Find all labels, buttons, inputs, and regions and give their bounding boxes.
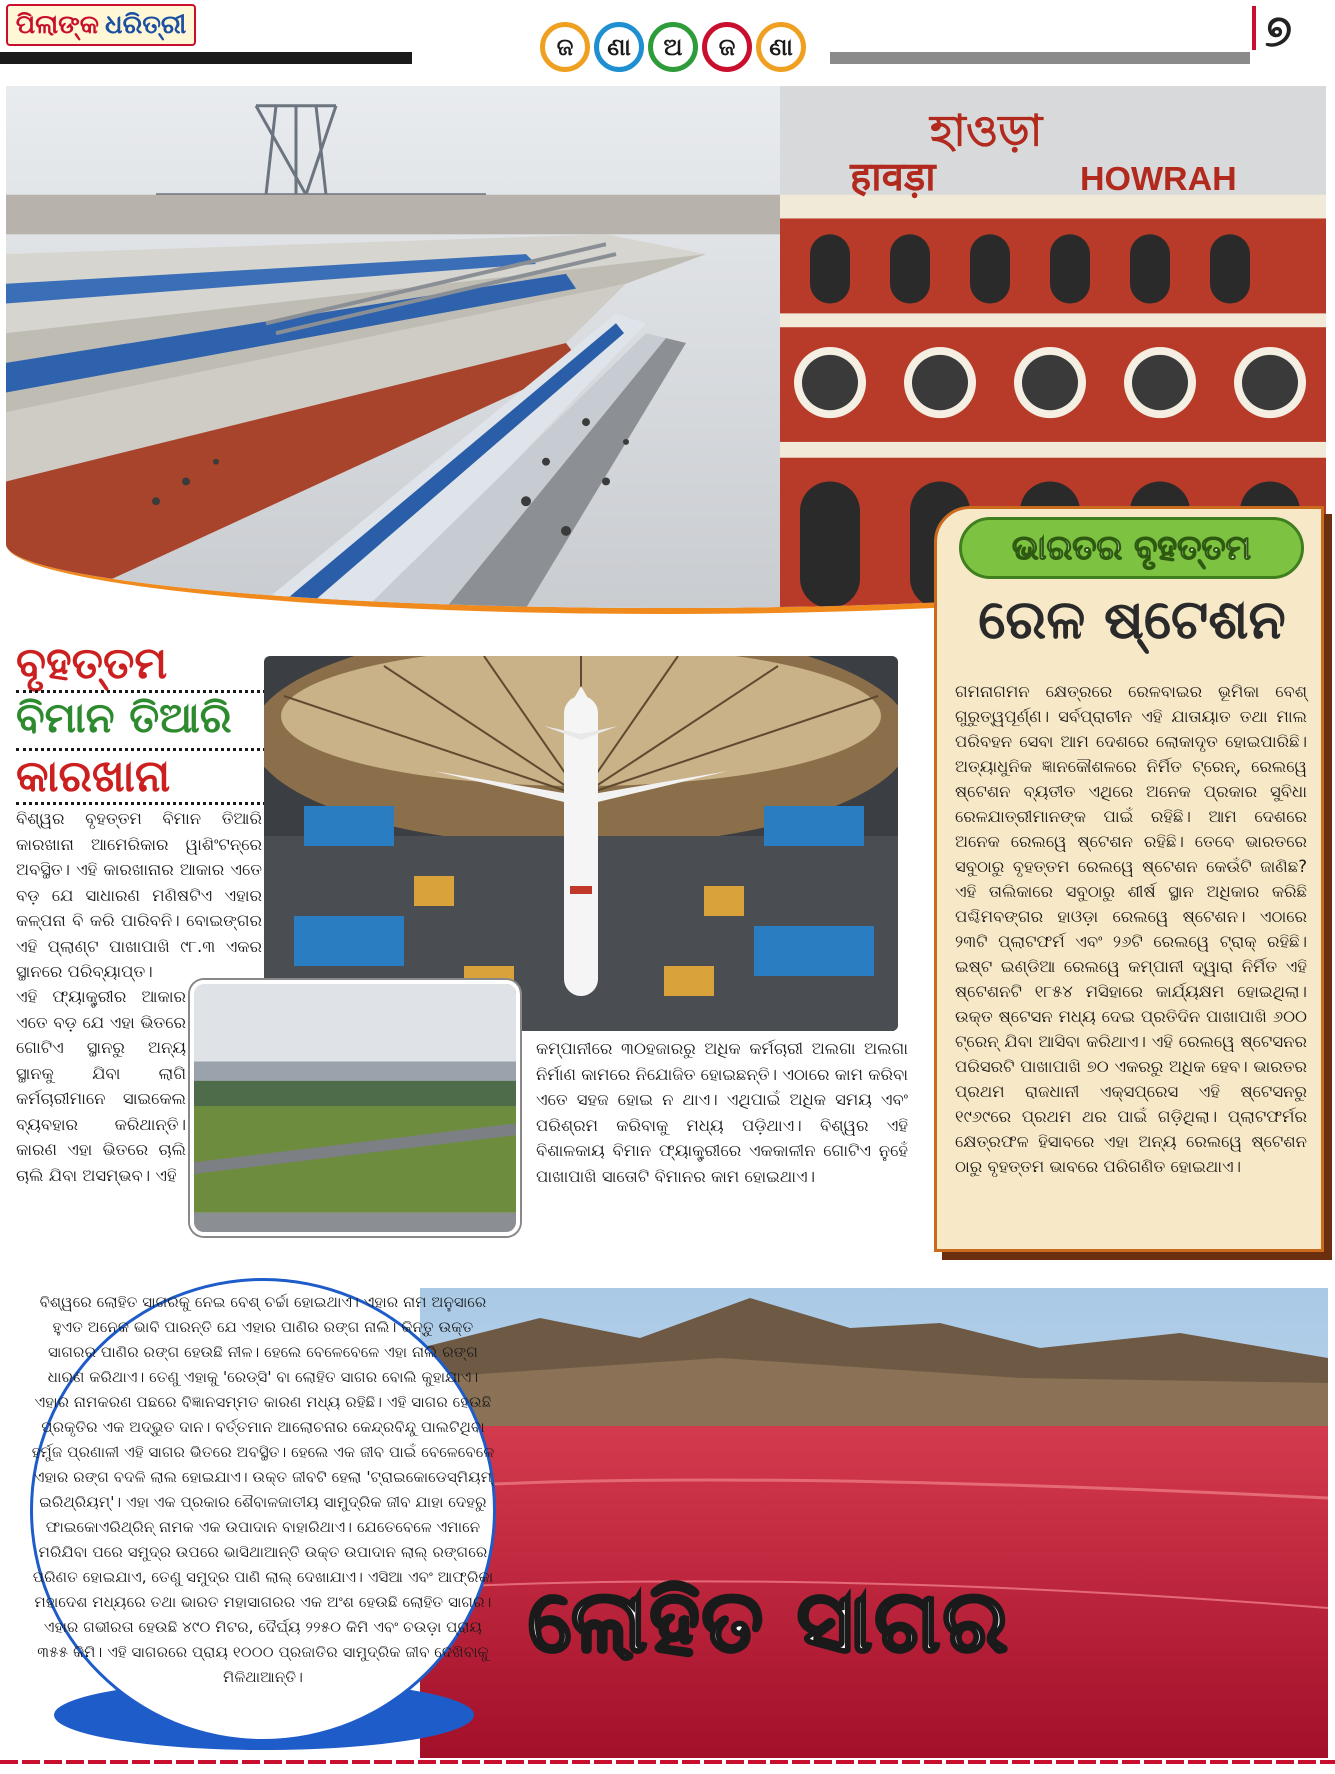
rail-station-title: ରେଳ ଷ୍ଟେଶନ: [978, 588, 1286, 651]
masthead-logo: [6, 4, 196, 46]
red-sea-body: ବିଶ୍ୱରେ ଲୋହିତ ସାଗରକୁ ନେଇ ବେଶ୍ ଚର୍ଚ୍ଚା ହୋଇଥାଏ। ଏହାର ନାମ ଅନୁସାରେ ହୁଏତ ଅନେକ ଭାବି ପାରନ୍ତି ଯେ ଏହାର ପାଣିର ରଙ୍ଗ ନାଲି। କିନ୍ତୁ ଉକ୍ତ ସାଗରର ପାଣିର ରଙ୍ଗ ହେଉଛି ନୀଳ। ହେଲେ ବେଳେବେଳେ ଏହା ନାଲି ରଙ୍ଗ ଧାରଣ କରିଥାଏ। ତେଣୁ ଏହାକୁ 'ରେଡ୍‌ସି' ବା ଲୋହିତ ସାଗର ବୋଲି କୁହାଯାଏ। ଏହାର ନାମକରଣ ପଛରେ ବିଜ୍ଞାନସମ୍ମତ କାରଣ ମଧ୍ୟ ରହିଛି। ଏହି ସାଗର ହେଉଛି ପ୍ରକୃତିର ଏକ ଅଦ୍ଭୁତ ଦାନ। ବର୍ତ୍ତମାନ ଆଲୋଚନାର କେନ୍ଦ୍ରବିନ୍ଦୁ ପାଲଟିଥିବା ହର୍ମୁଜ ପ୍ରଣାଳୀ ଏହି ସାଗର ଭିତରେ ଅବସ୍ଥିତ। ହେଲେ ଏକ ଜୀବ ପାଇଁ ବେଳେବେଳେ ଏହାର ରଙ୍ଗ ବଦଳି ଲାଲ ହୋଇଯାଏ। ଉକ୍ତ ଜୀବଟି ହେଲା 'ଟ୍ରାଇକୋଡେସ୍ମିୟମ୍ ଇରିଥ୍ରିୟମ୍'। ଏହା ଏକ ପ୍ରକାର ଶୈବାଳଜାତୀୟ ସାମୁଦ୍ରିକ ଜୀବ ଯାହା ଦେହରୁ ଫାଇକୋଏରିଥ୍ରିନ୍ ନାମକ ଏକ ଉପାଦାନ ବାହାରିଥାଏ। ଯେତେବେଳେ ଏମାନେ ମରିଯିବା ପରେ ସମୁଦ୍ର ଉପରେ ଭାସିଥାଆନ୍ତି ଉକ୍ତ ଉପାଦାନ ଲାଲ୍ ରଙ୍ଗରେ ପରିଣତ ହୋଇଯାଏ, ତେଣୁ ସମୁଦ୍ର ପାଣି ଲାଲ୍ ଦେଖାଯାଏ। ଏସିଆ ଏବଂ ଆଫ୍ରିକା ମହାଦେଶ ମଧ୍ୟରେ ତଥା ଭାରତ ମହାସାଗରର ଏକ ଅଂଶ ହେଉଛି ଲୋହିତ ସାଗର। ଏହାର ଗଭୀରତା ହେଉଛି ୪୯୦ ମିଟର, ଦୈର୍ଘ୍ୟ ୨୨୫୦ କିମି ଏବଂ ଚଉଡ଼ା ପ୍ରାୟ ୩୫୫ କିମି। ଏହି ସାଗରରେ ପ୍ରାୟ ୧୦୦୦ ପ୍ରଜାତିର ସାମୁଦ୍ରିକ ଜୀବ ଦେଖିବାକୁ ମିଳିଥାଆନ୍ତି।: [31, 1293, 495, 1686]
howrah-sign-line2: हावड़ा: [850, 154, 936, 200]
section-badges: [540, 22, 806, 72]
footer-rule: [0, 1760, 1335, 1764]
airplane-factory-title-line2: ବିମାନ ତିଆରି: [16, 693, 232, 742]
airplane-factory-title-line1: ବୃହତ୍ତମ: [16, 638, 168, 689]
header-rule-right: [830, 52, 1250, 64]
rail-station-tag: [959, 517, 1304, 579]
page-number-bar: [1252, 6, 1256, 50]
howrah-sign-line1: হাওড়া: [930, 105, 1043, 157]
airplane-factory-title-line3: କାରଖାନା: [16, 751, 171, 802]
rail-station-body: ଗମନାଗମନ କ୍ଷେତ୍ରରେ ରେଳବାଇର ଭୂମିକା ବେଶ୍ ଗୁରୁତ୍ୱପୂର୍ଣ୍ଣ। ସର୍ବପ୍ରାଚୀନ ଏହି ଯାତାୟାତ ତଥା ମାଲ ପରିବହନ ସେବା ଆମ ଦେଶରେ ଲୋକାଦୃତ ହୋଇପାରିଛି। ଅତ୍ୟାଧୁନିକ ଜ୍ଞାନକୌଶଳରେ ନିର୍ମିତ ଟ୍ରେନ୍, ରେଲୱେ ଷ୍ଟେଶନ ବ୍ୟତୀତ ଏଥିରେ ଅନେକ ପ୍ରକାର ସୁବିଧା ରେଳଯାତ୍ରୀମାନଙ୍କ ପାଇଁ ରହିଛି। ଆମ ଦେଶରେ ଅନେକ ରେଲୱେ ଷ୍ଟେଶନ ରହିଛି। ତେବେ ଭାରତରେ ସବୁଠାରୁ ବୃହତ୍ତମ ରେଲୱେ ଷ୍ଟେଶନ କେଉଁଟି ଜାଣିଛ? ଏହି ତାଲିକାରେ ସବୁଠାରୁ ଶୀର୍ଷ ସ୍ଥାନ ଅଧିକାର କରିଛି ପଶ୍ଚିମବଙ୍ଗର ହାଓଡ଼ା ରେଲୱେ ଷ୍ଟେଶନ। ଏଠାରେ ୨୩ଟି ପ୍ଲାଟଫର୍ମ ଏବଂ ୨୬ଟି ରେଲୱେ ଟ୍ରାକ୍ ରହିଛି। ଇଷ୍ଟ ଇଣ୍ଡିଆ ରେଲୱେ କମ୍ପାନୀ ଦ୍ୱାରା ନିର୍ମିତ ଏହି ଷ୍ଟେଶନଟି ୧୮୫୪ ମସିହାରେ କାର୍ଯ୍ୟକ୍ଷମ ହୋଇଥିଲା। ଉକ୍ତ ଷ୍ଟେସନ ମଧ୍ୟ ଦେଇ ପ୍ରତିଦିନ ପାଖାପାଖି ୬୦୦ ଟ୍ରେନ୍ ଯିବା ଆସିବା କରିଥାଏ। ଏହି ରେଲୱେ ଷ୍ଟେସନର ପରିସରଟି ପାଖାପାଖି ୭୦ ଏକରରୁ ଅଧିକ ହେବ। ଭାରତର ପ୍ରଥମ ରାଜଧାନୀ ଏକ୍ସପ୍ରେସ ଏହି ଷ୍ଟେସନରୁ ୧୯୬୯ରେ ପ୍ରଥମ ଥର ପାଇଁ ଗଡ଼ିଥିଲା। ପ୍ଲାଟଫର୍ମର କ୍ଷେତ୍ରଫଳ ହିସାବରେ ଏହା ଅନ୍ୟ ରେଲୱେ ଷ୍ଟେଶନ ଠାରୁ ବୃହତ୍ତମ ଭାବରେ ପରିଗଣିତ ହୋଇଥାଏ।: [955, 682, 1307, 1176]
howrah-sign-latin: HOWRAH: [1080, 159, 1237, 198]
masthead-text-b: ଧରିତ୍ରୀ: [105, 9, 187, 40]
factory-exterior-photo: [190, 980, 520, 1236]
page-number: ୭: [1265, 6, 1292, 57]
title-divider: [16, 802, 266, 805]
section-badge: ଜ: [540, 22, 590, 72]
section-badge: ଣା: [756, 22, 806, 72]
section-badge: ଣା: [594, 22, 644, 72]
rail-station-tag-text: ଭାରତର ବୃହତ୍ତମ: [1011, 528, 1252, 568]
masthead-text-a: ପିଲାଙ୍କ: [15, 9, 100, 40]
red-sea-photo: [420, 1288, 1328, 1758]
airplane-factory-photo: [264, 656, 898, 1031]
airplane-factory-body-col1: ବିଶ୍ୱର ବୃହତ୍ତମ ବିମାନ ତିଆରି କାରଖାନା ଆମେରିକାର ୱାଶିଂଟନ୍‌ରେ ଅବସ୍ଥିତ। ଏହି କାରଖାନାର ଆକାର ଏତେ ବଡ଼ ଯେ ସାଧାରଣ ମଣିଷଟିଏ ଏହାର କଳ୍ପନା ବି କରି ପାରିବନି। ବୋଇଙ୍ଗର ଏହି ପ୍ଲାଣ୍ଟ ପାଖାପାଖି ୯୮.୩ ଏକର ସ୍ଥାନରେ ପରିବ୍ୟାପ୍ତ।: [16, 809, 262, 981]
red-sea-title: ଲୋହିତ ସାଗର: [528, 1572, 1010, 1672]
header-rule-left: [0, 52, 412, 64]
rail-station-panel: [934, 506, 1324, 1252]
airplane-factory-body-col1-tail: ଏହି ଫ୍ୟାକ୍ଟ୍ରୀର ଆକାର ଏତେ ବଡ଼ ଯେ ଏହା ଭିତରେ ଗୋଟିଏ ସ୍ଥାନରୁ ଅନ୍ୟ ସ୍ଥାନକୁ ଯିବା ଲାଗି କର୍ମଚାରୀମାନେ ସାଇକେଲ ବ୍ୟବହାର କରିଥାନ୍ତି। କାରଣ ଏହା ଭିତରେ ଚାଲି ଚାଲି ଯିବା ଅସମ୍ଭବ। ଏହି: [16, 987, 186, 1185]
airplane-factory-body-col2: କମ୍ପାନୀରେ ୩୦ହଜାରରୁ ଅଧିକ କର୍ମଚାରୀ ଅଲଗା ଅଲଗା ନିର୍ମାଣ କାମରେ ନିଯୋଜିତ ହୋଇଛନ୍ତି। ଏଠାରେ କାମ କରିବା ଏତେ ସହଜ ହୋଇ ନ ଥାଏ। ଏଥିପାଇଁ ଅଧିକ ସମୟ ଏବଂ ପରିଶ୍ରମ କରିବାକୁ ମଧ୍ୟ ପଡ଼ିଥାଏ। ବିଶ୍ୱର ଏହି ବିଶାଳକାୟ ବିମାନ ଫ୍ୟାକ୍ଟ୍ରୀରେ ଏକକାଳୀନ ଗୋଟିଏ ନୁହେଁ ପାଖାପାଖି ସାତୋଟି ବିମାନର କାମ ହୋଇଥାଏ।: [536, 1039, 908, 1186]
section-badge: ଅ: [648, 22, 698, 72]
railway-platform-photo: [6, 86, 782, 608]
section-badge: ଜ: [702, 22, 752, 72]
